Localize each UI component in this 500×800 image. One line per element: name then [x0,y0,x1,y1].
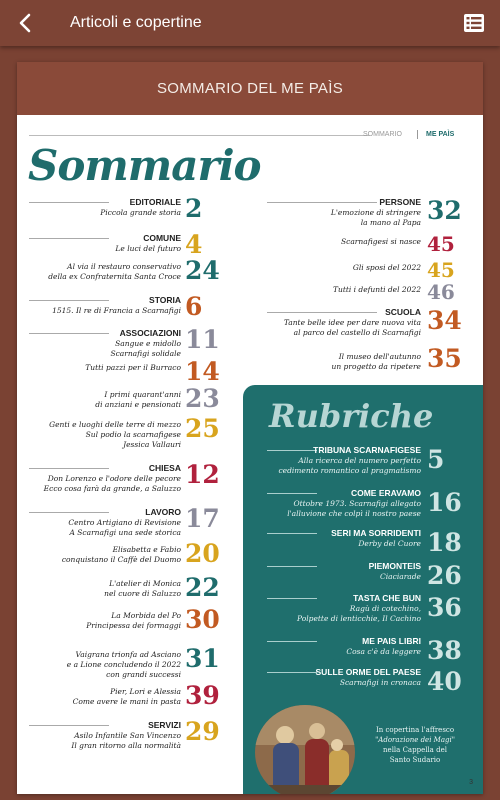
article-title-line: cedimento romantico al pragmatismo [278,466,421,475]
article-title-line: Piccola grande storia [100,208,181,217]
header-rule [29,135,369,136]
article-title-line: conquistano il Caffè del Duomo [61,555,181,564]
article-title-line: Don Lorenzo e l'odore delle pecore [47,474,181,483]
section-rule [29,300,109,301]
page-ref-number: 4 [185,230,203,259]
section-label: TRIBUNA SCARNAFIGESE [313,445,421,455]
app-bar [0,0,500,46]
list-view-button[interactable] [464,14,484,32]
rubrica-entry[interactable] [243,593,483,629]
section-rule [29,512,109,513]
rubrica-entry[interactable] [243,488,483,524]
back-button[interactable] [14,11,38,35]
section-rule [29,333,109,334]
article-title-line: Principessa dei formaggi [86,621,181,630]
rubrica-entry[interactable] [243,667,483,703]
toc-entry[interactable] [17,460,227,499]
page-ref-number: 26 [427,561,462,590]
article-title-line: Elisabetta e Fabio [112,545,181,554]
app-bar-title: Articoli e copertine [70,14,202,31]
article-title-line: Genti e luoghi delle terre di mezzo [49,420,181,429]
article-title-line: Scarnafigi solidale [110,349,181,358]
section-label: COME ERAVAMO [350,488,421,498]
cover-caption-line: Santo Sudario [389,756,441,764]
article-title-line: Ecco cosa farà da grande, a Saluzzo [43,484,181,493]
article-title-line: L'emozione di stringere [330,208,421,217]
section-rule [267,672,317,673]
section-rule [29,725,109,726]
chevron-left-icon [14,11,38,35]
toc-entry[interactable] [17,504,227,543]
page-ref-number: 25 [185,414,220,443]
breadcrumb-brand: ME PAÌS [426,131,455,138]
page-ref-number: 14 [185,357,220,386]
article-title-line: con grandi successi [106,670,181,679]
toc-entry[interactable] [243,307,483,343]
article-title-line: Jessica Vallauri [123,440,181,449]
page-ref-number: 32 [427,196,462,225]
breadcrumb-separator [417,130,418,139]
article-title-line: Tante belle idee per dare nuova vita [283,318,421,327]
article-title-line: La Morbida del Po [111,611,181,620]
article-title-line: Le luci del futuro [115,244,181,253]
article-title-line: l'alluvione che colpì il nostro paese [287,509,421,518]
section-label: CHIESA [148,463,181,473]
cover-fresco-image [255,705,355,794]
section-label: PIEMONTEIS [368,561,421,571]
article-title-line: Il gran ritorno alla normalità [71,741,181,750]
article-title-line: Come avere le mani in pasta [72,697,181,706]
toc-entry[interactable] [17,414,227,456]
article-title-line: Vaigrana trionfa ad Asciano [75,650,181,659]
page-ref-number: 22 [185,573,220,602]
page-ref-number: 20 [185,539,220,568]
page-ref-number: 23 [185,384,220,413]
section-label: PERSONE [379,197,421,207]
article-title-line: L'atelier di Monica [109,579,181,588]
rubrica-entry[interactable] [243,561,483,597]
toc-entry[interactable] [243,197,483,233]
page-ref-number: 34 [427,306,462,335]
page-ref-number: 16 [427,488,462,517]
page-ref-number: 11 [185,325,220,354]
page-ref-number: 46 [427,280,455,304]
article-title-line: I primi quarant'anni [104,390,181,399]
article-title-line: Pier, Lori e Alessia [110,687,181,696]
article-title-line: Scarnafigi in cronaca [339,678,421,687]
section-rule [267,641,317,642]
article-title-line: A Scarnafigi una sede storica [69,528,181,537]
list-view-icon [464,14,484,32]
article-title-line: di anziani e pensionati [95,400,181,409]
page-ref-number: 36 [427,593,462,622]
article-title-line: Ragù di cotechino, [349,604,421,613]
section-label: SERI MA SORRIDENTI [331,528,421,538]
section-rule [29,468,109,469]
rubrica-entry[interactable] [243,528,483,564]
toc-entry[interactable] [17,194,227,233]
section-label: STORIA [149,295,181,305]
article-title-line: Derby del Cuore [358,539,421,548]
article-title-line: Asilo Infantile San Vincenzo [74,731,181,740]
section-rule [267,202,377,203]
page-ref-number: 12 [185,460,220,489]
section-label: SULLE ORME DEL PAESE [315,667,421,677]
page-ref-number: 30 [185,605,220,634]
cover-caption-line: nella Cappella del [383,746,447,754]
article-title-line: Scarnafigesi si nasce [341,237,421,246]
page-ref-number: 18 [427,528,462,557]
section-label: ASSOCIAZIONI [119,328,181,338]
article-title-line: Sul podio la scarnafigese [85,430,181,439]
section-rule [267,598,317,599]
cover-caption-line: In copertina l'affresco [375,726,455,734]
cover-caption-line: "Adorazione dei Magi" [375,736,455,744]
article-title-line: Polpette di lenticchie, Il Cachino [297,614,421,623]
article-title-line: Ottobre 1973. Scarnafigi allegato [293,499,421,508]
section-rule [267,312,377,313]
section-rule [267,493,317,494]
article-card[interactable] [17,62,483,794]
article-title-line: Cosa c'è da leggere [346,647,421,656]
section-rule [267,533,317,534]
cover-caption [365,725,465,765]
page-ref-number: 2 [185,194,203,223]
article-title-line: Gli sposi del 2022 [352,263,421,272]
article-title-line: Centro Artigiano di Revisione [68,518,181,527]
page-ref-number: 38 [427,636,462,665]
article-title-line: Ciaciarade [380,572,421,581]
toc-entry[interactable] [17,717,227,756]
article-title-line: Tutti pazzi per il Burraco [85,363,181,372]
card-title: SOMMARIO DEL ME PAÌS [156,79,344,97]
article-title-line: un progetto da ripetere [331,362,421,371]
page-ref-number: 31 [185,644,220,673]
article-title-line: Tutti i defunti del 2022 [332,285,421,294]
page-number: 3 [469,779,473,786]
section-label: LAVORO [145,507,181,517]
page-title: Sommario [28,141,261,190]
article-title-line: nel cuore di Saluzzo [104,589,181,598]
article-title-line: Al via il restauro conservativo [67,262,181,271]
page-ref-number: 40 [427,667,462,696]
toc-entry[interactable] [243,344,483,388]
page-ref-number: 45 [427,258,455,282]
article-title-line: e a Lione concludendo il 2022 [66,660,181,669]
toc-entry[interactable] [17,605,227,647]
rubriche-panel [243,385,483,794]
page-ref-number: 29 [185,717,220,746]
section-label: TASTA CHE BUN [353,593,421,603]
page-ref-number: 35 [427,344,462,373]
page-ref-number: 45 [427,232,455,256]
article-title-line: al parco del castello di Scarnafigi [293,328,421,337]
article-title-line: Alla ricerca del numero perfetto [298,456,421,465]
page-ref-number: 24 [185,256,220,285]
rubriche-title: Rubriche [269,397,434,435]
rubrica-entry[interactable] [243,445,483,481]
section-rule [29,238,109,239]
page-ref-number: 5 [427,445,445,474]
section-label: EDITORIALE [129,197,181,207]
section-rule [267,566,317,567]
article-title-line: Sangue e midollo [115,339,181,348]
section-rule [29,202,109,203]
article-title-line: Il museo dell'autunno [338,352,421,361]
page-ref-number: 6 [185,292,203,321]
page-ref-number: 39 [185,681,220,710]
section-label: SCUOLA [385,307,421,317]
section-label: ME PAIS LIBRI [362,636,421,646]
breadcrumb-section: SOMMARIO [363,131,402,138]
section-label: COMUNE [143,233,181,243]
article-title-line: della ex Confraternita Santa Croce [48,272,181,281]
article-title-line: la mano al Papa [360,218,421,227]
article-title-line: 1515. Il re di Francia a Scarnafigi [52,306,181,315]
section-rule [267,450,317,451]
magazine-page[interactable] [17,115,483,794]
page-ref-number: 17 [185,504,220,533]
section-label: SERVIZI [148,720,181,730]
